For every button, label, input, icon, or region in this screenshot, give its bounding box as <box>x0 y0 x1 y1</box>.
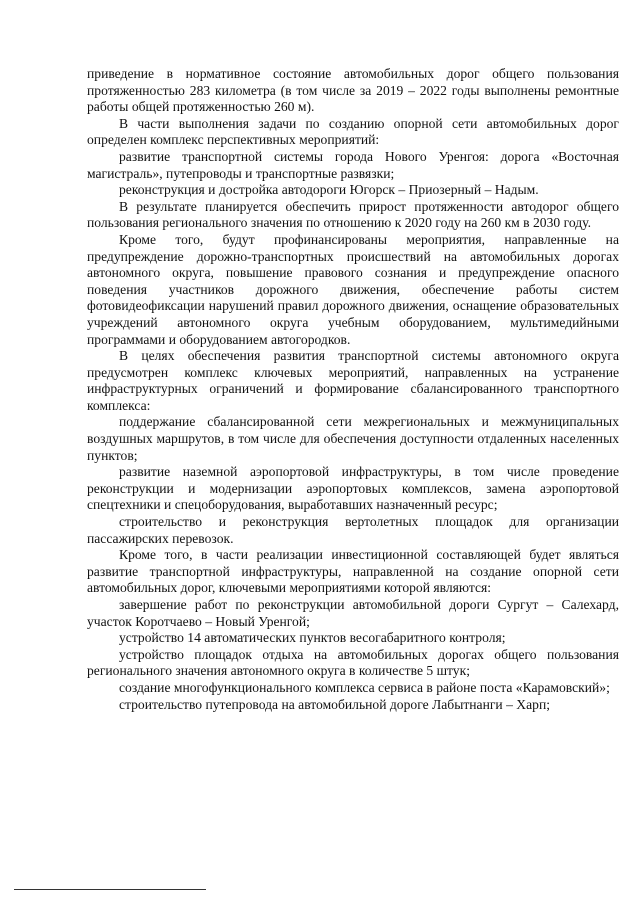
list-item-airport-infrastructure: развитие наземной аэропортовой инфраструктуры, в том числе проведение реконструкции и модернизации аэропортовых комплексов, замена аэропортовой спецтехники и спецоборудования, выработавших назначенный ресурс; <box>87 464 619 513</box>
list-item-air-routes: поддержание сбалансированной сети межрегиональных и межмуниципальных воздушных маршрутов, в том числе для обеспечения доступности отдаленных населенных пунктов; <box>87 414 619 463</box>
paragraph-road-safety: Кроме того, будут профинансированы мероприятия, направленные на предупреждение дорожно-транспортных происшествий на автомобильных дорогах автономного округа, повышение правового сознания и предупреждение опасного поведения участников дорожного движения, обеспечение работы систем фотовидеофиксации нарушений правил дорожного движения, оснащение образовательных учреждений автономного округа учебным оборудованием, мультимедийными программами и оборудованием автогородков. <box>87 231 619 347</box>
list-item-labytnangi-overpass: строительство путепровода на автомобильной дороге Лабытнанги – Харп; <box>119 696 550 712</box>
list-item-weight-control: устройство 14 автоматических пунктов весогабаритного контроля; <box>119 630 506 646</box>
footer-divider <box>14 889 206 890</box>
list-item-novy-urengoy: развитие транспортной системы города Нового Уренгоя: дорога «Восточная магистраль», путепроводы и транспортные развязки; <box>87 148 619 181</box>
paragraph-road-network-task: В части выполнения задачи по созданию опорной сети автомобильных дорог определен комплекс перспективных мероприятий: <box>87 115 619 148</box>
list-item-surgut-salekhard: завершение работ по реконструкции автомобильной дороги Сургут – Салехард, участок Коротчаево – Новый Уренгой; <box>87 597 619 629</box>
list-item-yugorsk-road: реконструкция и достройка автодороги Югорск – Приозерный – Надым. <box>119 182 539 198</box>
paragraph-road-maintenance: приведение в нормативное состояние автомобильных дорог общего пользования протяженностью 283 километра (в том числе за 2019 – 2022 годы выполнены ремонтные работы общей протяженностью 260 м). <box>87 66 619 115</box>
list-item-rest-areas: устройство площадок отдыха на автомобильных дорогах общего пользования регионального значения автономного округа в количестве 5 штук; <box>87 646 619 679</box>
paragraph-transport-system: В целях обеспечения развития транспортной системы автономного округа предусмотрен комплекс ключевых мероприятий, направленных на устранение инфраструктурных ограничений и формирование сбалансированного транспортного комплекса: <box>87 348 619 413</box>
list-item-service-complex: создание многофункционального комплекса сервиса в районе поста «Карамовский»; <box>119 679 610 695</box>
list-item-helipads: строительство и реконструкция вертолетных площадок для организации пассажирских перевозок. <box>87 514 619 546</box>
paragraph-investment: Кроме того, в части реализации инвестиционной составляющей будет являться развитие транспортной инфраструктуры, направленной на создание опорной сети автомобильных дорог, ключевыми мероприятиями которой являются: <box>87 547 619 596</box>
paragraph-road-growth: В результате планируется обеспечить прирост протяженности автодорог общего пользования регионального значения по отношению к 2020 году на 260 км в 2030 году. <box>87 198 619 231</box>
document-body <box>87 66 619 713</box>
